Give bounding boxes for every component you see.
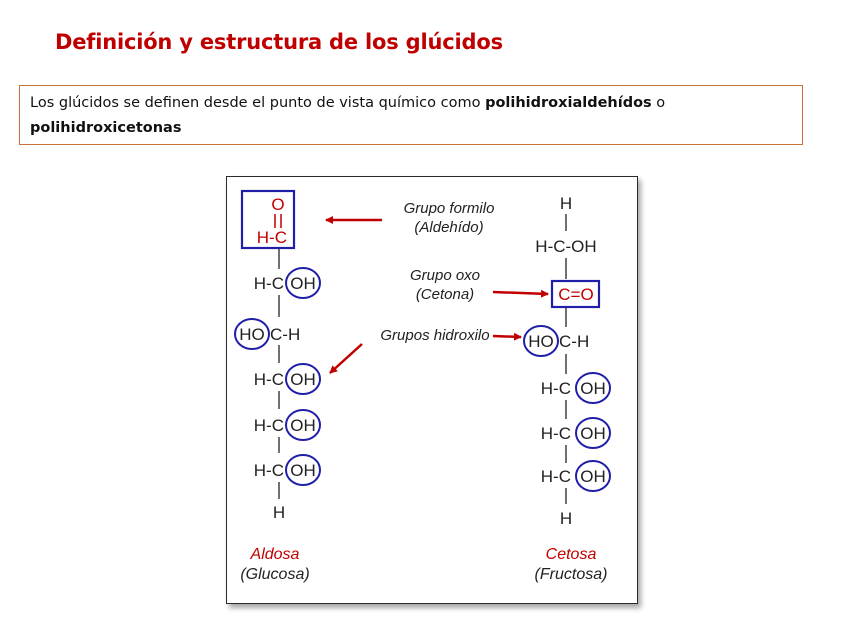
label-formyl-sub: (Aldehído) bbox=[414, 219, 484, 236]
ketose-row3-group: OH bbox=[580, 424, 606, 443]
aldose-row5-group: OH bbox=[290, 461, 316, 480]
aldose-row1-group: OH bbox=[290, 274, 316, 293]
aldose-row4-left: H-C bbox=[253, 416, 284, 435]
ketose-terminal-h: H bbox=[559, 509, 573, 528]
aldose-terminal-h: H bbox=[272, 503, 286, 522]
ketose-row1-group: HO bbox=[528, 332, 554, 351]
definition-text: Los glúcidos se definen desde el punto de vista químico como bbox=[30, 95, 486, 111]
aldose-row2-group: HO bbox=[239, 325, 265, 344]
label-oxo: Grupo oxo bbox=[409, 267, 481, 284]
arrow-to-aldose-hydroxyl bbox=[330, 344, 362, 373]
arrow-to-ketose-hydroxyl bbox=[493, 336, 521, 337]
ketose-top-h: H bbox=[559, 194, 573, 213]
definition-box bbox=[19, 85, 803, 145]
ketose-row2-left: H-C bbox=[540, 379, 571, 398]
slide-title: Definición y estructura de los glúcidos bbox=[55, 30, 503, 54]
ketose-row1-right: C-H bbox=[559, 332, 590, 351]
aldose-row3-group: OH bbox=[290, 370, 316, 389]
annotation-labels bbox=[380, 200, 494, 344]
ketose-structure bbox=[524, 194, 610, 583]
label-formyl: Grupo formilo bbox=[403, 200, 495, 217]
ketose-row4-group: OH bbox=[580, 467, 606, 486]
aldose-row2-right: C-H bbox=[270, 325, 301, 344]
term-polihidroxicetonas: polihidroxicetonas bbox=[30, 120, 182, 136]
aldose-row1-left: H-C bbox=[253, 274, 284, 293]
formyl-hc: H-C bbox=[256, 228, 287, 247]
structure-diagram bbox=[227, 177, 637, 603]
label-oxo-sub: (Cetona) bbox=[415, 286, 475, 303]
aldose-row5-left: H-C bbox=[253, 461, 284, 480]
aldose-structure bbox=[235, 191, 320, 583]
carbohydrate-structure-figure bbox=[226, 176, 638, 604]
definition-connector: o bbox=[651, 95, 666, 111]
ketose-top-row: H-C-OH bbox=[535, 237, 597, 256]
aldose-name: Aldosa bbox=[250, 546, 300, 563]
ketose-example: (Fructosa) bbox=[534, 566, 608, 583]
ketose-row4-left: H-C bbox=[540, 467, 571, 486]
ketose-name: Cetosa bbox=[545, 546, 597, 563]
ketose-row3-left: H-C bbox=[540, 424, 571, 443]
formyl-oxygen: O bbox=[271, 195, 285, 214]
aldose-example: (Glucosa) bbox=[240, 566, 310, 583]
aldose-row3-left: H-C bbox=[253, 370, 284, 389]
label-hydroxyl: Grupos hidroxilo bbox=[380, 327, 490, 344]
aldose-row4-group: OH bbox=[290, 416, 316, 435]
oxo-group: C=O bbox=[558, 285, 594, 304]
ketose-row2-group: OH bbox=[580, 379, 606, 398]
arrow-to-oxo bbox=[493, 292, 548, 294]
term-polihidroxialdehidos: polihidroxialdehídos bbox=[485, 95, 652, 111]
